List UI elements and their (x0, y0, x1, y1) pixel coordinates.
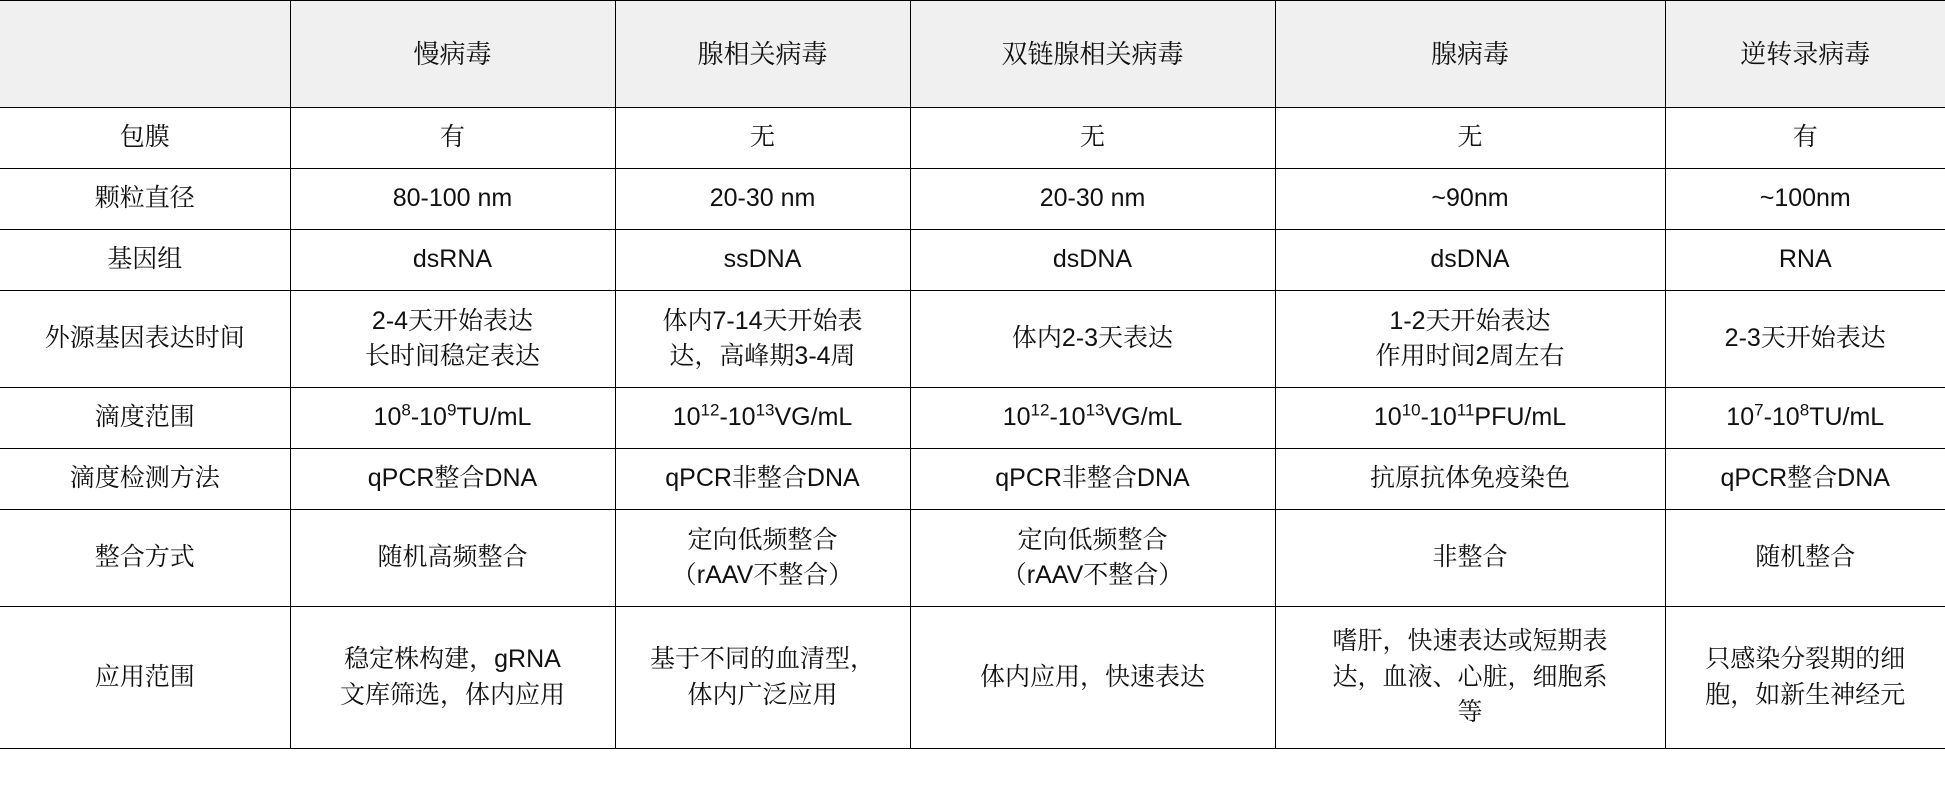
table-cell: 有 (290, 108, 615, 169)
table-cell: 定向低频整合 （rAAV不整合） (615, 510, 910, 607)
table-cell: $10^{10}-10^{11}PFU/mL$ (1275, 388, 1665, 449)
table-cell: 有 (1665, 108, 1945, 169)
table-row (0, 230, 1945, 291)
table-cell: 无 (910, 108, 1275, 169)
table-cell: 抗原抗体免疫染色 (1275, 449, 1665, 510)
table-cell: dsDNA (1275, 230, 1665, 291)
table-corner-cell (0, 1, 290, 108)
table-body (0, 108, 1945, 749)
table-cell: 非整合 (1275, 510, 1665, 607)
table-cell: 1-2天开始表达 作用时间2周左右 (1275, 291, 1665, 388)
table-cell: ~100nm (1665, 169, 1945, 230)
row-header-cell: 外源基因表达时间 (0, 291, 290, 388)
table-cell: dsRNA (290, 230, 615, 291)
table-cell: 无 (615, 108, 910, 169)
table-cell: 基于不同的血清型， 体内广泛应用 (615, 607, 910, 749)
table-cell: 2-4天开始表达 长时间稳定表达 (290, 291, 615, 388)
table-cell: $10^{12}-10^{13}VG/mL$ (910, 388, 1275, 449)
table-cell: 体内7-14天开始表 达，高峰期3-4周 (615, 291, 910, 388)
table-cell: 随机高频整合 (290, 510, 615, 607)
row-header-cell: 滴度范围 (0, 388, 290, 449)
table-cell: qPCR整合DNA (1665, 449, 1945, 510)
table-cell: qPCR非整合DNA (910, 449, 1275, 510)
table-cell: ssDNA (615, 230, 910, 291)
table-cell: RNA (1665, 230, 1945, 291)
table-row (0, 510, 1945, 607)
column-header-adenovirus: 腺病毒 (1275, 1, 1665, 108)
column-header-retrovirus: 逆转录病毒 (1665, 1, 1945, 108)
table-cell: dsDNA (910, 230, 1275, 291)
table-header-row (0, 1, 1945, 108)
row-header-cell: 颗粒直径 (0, 169, 290, 230)
table-cell: 2-3天开始表达 (1665, 291, 1945, 388)
table-row (0, 169, 1945, 230)
table-cell: 随机整合 (1665, 510, 1945, 607)
column-header-aav: 腺相关病毒 (615, 1, 910, 108)
table-cell: 定向低频整合 （rAAV不整合） (910, 510, 1275, 607)
table-row (0, 108, 1945, 169)
table-cell: qPCR整合DNA (290, 449, 615, 510)
table-cell: $10^7-10^8TU/mL$ (1665, 388, 1945, 449)
table-cell: 体内2-3天表达 (910, 291, 1275, 388)
table-cell: 嗜肝，快速表达或短期表 达，血液、心脏，细胞系 等 (1275, 607, 1665, 749)
column-header-lentivirus: 慢病毒 (290, 1, 615, 108)
table-cell: 20-30 nm (615, 169, 910, 230)
table-cell: 体内应用，快速表达 (910, 607, 1275, 749)
row-header-cell: 应用范围 (0, 607, 290, 749)
table-cell: $10^8-10^9TU/mL$ (290, 388, 615, 449)
table-cell: 只感染分裂期的细 胞，如新生神经元 (1665, 607, 1945, 749)
table-cell: $10^{12}-10^{13}VG/mL$ (615, 388, 910, 449)
table-row (0, 291, 1945, 388)
table-header (0, 1, 1945, 108)
table-cell: 稳定株构建，gRNA 文库筛选，体内应用 (290, 607, 615, 749)
table-cell: 80-100 nm (290, 169, 615, 230)
table-cell: 无 (1275, 108, 1665, 169)
row-header-cell: 整合方式 (0, 510, 290, 607)
row-header-cell: 包膜 (0, 108, 290, 169)
table-row (0, 449, 1945, 510)
row-header-cell: 基因组 (0, 230, 290, 291)
table-row (0, 388, 1945, 449)
row-header-cell: 滴度检测方法 (0, 449, 290, 510)
table-row (0, 607, 1945, 749)
table-cell: qPCR非整合DNA (615, 449, 910, 510)
table-cell: 20-30 nm (910, 169, 1275, 230)
table-cell: ~90nm (1275, 169, 1665, 230)
column-header-scaav: 双链腺相关病毒 (910, 1, 1275, 108)
